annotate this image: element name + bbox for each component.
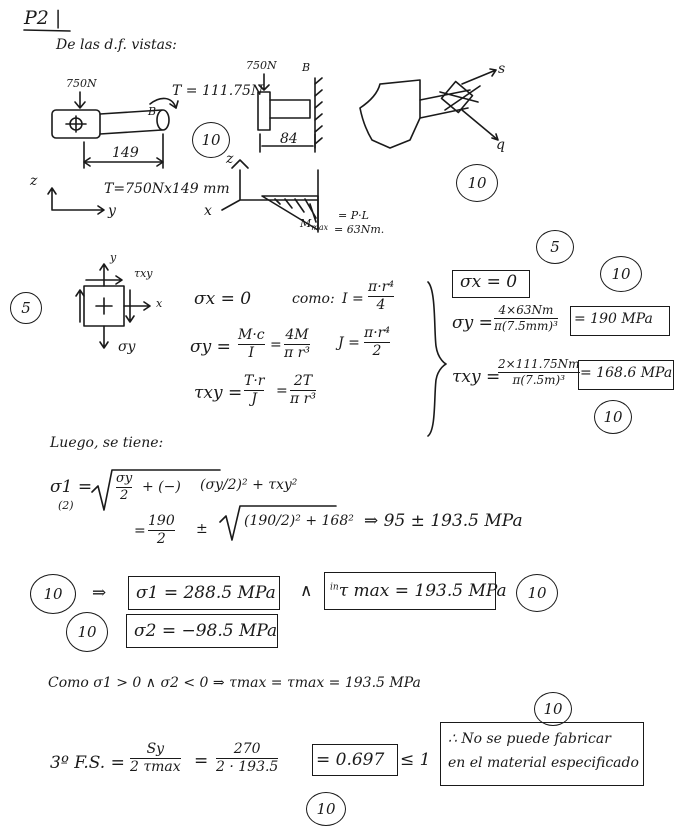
result-tau-lhs: τxy = xyxy=(452,367,501,387)
title-underline xyxy=(24,30,70,31)
score-circle: 10 xyxy=(66,612,108,652)
score-circle: 5 xyxy=(536,230,574,264)
result-sigma-x: σx = 0 xyxy=(460,272,518,292)
result-sigma-y-value: = 190 MPa xyxy=(574,311,653,327)
fs-equals: = xyxy=(194,751,209,771)
frac-sy-2: σy 2 xyxy=(116,471,133,503)
principal-result: ⇒ 95 ± 193.5 MPa xyxy=(364,511,523,531)
s-axis-arrow xyxy=(462,69,496,84)
sigma12-lhs: σ1 = xyxy=(50,477,93,497)
score-circle: 10 xyxy=(516,574,558,612)
moment-eq-1: = P·L xyxy=(338,209,369,222)
axes-left xyxy=(48,188,104,214)
fs-leq: ≤ 1 xyxy=(400,750,431,770)
frac-sigma-y: 4×63Nm π(7.5mm)³ xyxy=(494,303,558,333)
eq-tau-xy-lhs: τxy = xyxy=(194,383,243,403)
element-y-axis: y xyxy=(110,251,117,264)
result-tau-max: $^{in}$τ max = 193.5 MPa xyxy=(330,581,507,601)
curly-brace xyxy=(428,282,446,436)
frac-tau-xy: 2×111.75Nm π(7.5m)³ xyxy=(498,357,580,387)
sigma12-sub: (2) xyxy=(58,499,74,512)
frac-270: 270 2 · 193.5 xyxy=(216,741,279,775)
intro-text: De las d.f. vistas: xyxy=(56,37,177,53)
sigma-arrow-down xyxy=(100,326,108,348)
and-sign: ∧ xyxy=(300,581,313,601)
final-note-line1: ∴ No se puede fabricar xyxy=(448,731,611,747)
equals-sign: = xyxy=(134,523,146,539)
fs-lhs: 3º F.S. = xyxy=(50,753,125,773)
como-line: Como σ1 > 0 ∧ σ2 < 0 ⇒ τmax = τmax = 193.5 MPa xyxy=(48,675,421,691)
dim-84: 84 xyxy=(280,131,298,147)
equals-sign: = xyxy=(270,337,282,353)
eq-j-lhs: J = xyxy=(338,335,360,351)
eq-sigma-x: σx = 0 xyxy=(194,289,252,309)
score-circle: 10 xyxy=(192,122,230,158)
result-sigma1: σ1 = 288.5 MPa xyxy=(136,583,276,603)
axis-y: y xyxy=(108,203,116,219)
moment-label: $M_{max}$ xyxy=(300,217,329,233)
axis-s: s xyxy=(498,61,506,77)
axis-q: q xyxy=(496,137,505,153)
score-circle: 10 xyxy=(534,692,572,726)
score-circle: 10 xyxy=(594,400,632,434)
pm-2: ± xyxy=(196,521,208,537)
result-fs: = 0.697 xyxy=(316,750,385,770)
luego-text: Luego, se tiene: xyxy=(50,435,164,451)
torque-calc: T=750Nx149 mm xyxy=(104,181,230,197)
tau-xy-label: τxy xyxy=(134,267,153,280)
force-right-label: 750N xyxy=(246,59,277,72)
axis-z-left: z xyxy=(30,173,38,189)
frac-2t: 2T π r³ xyxy=(290,373,316,407)
como-word: como: xyxy=(292,291,335,307)
sigma-y-label: σy xyxy=(118,339,136,355)
frac-sy-2tau: Sy 2 τmax xyxy=(130,741,181,775)
eq-sigma-y-lhs: σy = xyxy=(190,337,231,357)
equals-sign: = xyxy=(276,383,288,399)
implies-arrow: ⇒ xyxy=(92,583,107,603)
frac-j: π·r⁴ 2 xyxy=(364,325,390,359)
torque-label: T = 111.75N xyxy=(172,83,264,99)
dim-149: 149 xyxy=(112,145,139,161)
moment-eq-2: = 63Nm. xyxy=(334,223,385,236)
sqrt-term-1: (σy/2)² + τxy² xyxy=(200,477,298,493)
sigma-arrow-up xyxy=(100,264,108,286)
sqrt-term-2: (190/2)² + 168² xyxy=(244,513,354,529)
problem-label: P2 | xyxy=(24,7,62,29)
frac-4m: 4M π r³ xyxy=(284,327,310,361)
point-b-right: B xyxy=(302,61,311,74)
point-b-left: B xyxy=(148,105,157,118)
score-circle: 10 xyxy=(30,574,76,614)
frac-mc-i: M·c I xyxy=(238,327,265,361)
result-sigma2: σ2 = −98.5 MPa xyxy=(134,621,278,641)
result-sigma-y-lhs: σy = xyxy=(452,313,493,333)
score-circle: 5 xyxy=(10,292,42,324)
score-circle: 10 xyxy=(600,256,642,292)
force-arrow-left xyxy=(75,92,85,108)
force-left-label: 750N xyxy=(66,77,97,90)
eq-inertia-lhs: I = xyxy=(342,291,364,307)
tau-arrow-left xyxy=(76,290,84,322)
plus-minus: + (−) xyxy=(142,479,181,495)
element-x-axis: x xyxy=(156,297,163,310)
score-circle: 10 xyxy=(306,792,346,826)
frac-190-2: 190 2 xyxy=(148,513,175,547)
axis-z-mid: z xyxy=(226,151,234,167)
q-axis-arrow xyxy=(462,110,498,140)
axis-x: x xyxy=(204,203,212,219)
frac-inertia: π·r⁴ 4 xyxy=(368,279,394,313)
score-circle: 10 xyxy=(456,164,498,202)
frac-tr-j: T·r J xyxy=(244,373,265,407)
result-tau-value: = 168.6 MPa xyxy=(580,365,673,381)
3d-pipe xyxy=(360,80,420,148)
final-note-line2: en el material especificado xyxy=(448,755,639,771)
